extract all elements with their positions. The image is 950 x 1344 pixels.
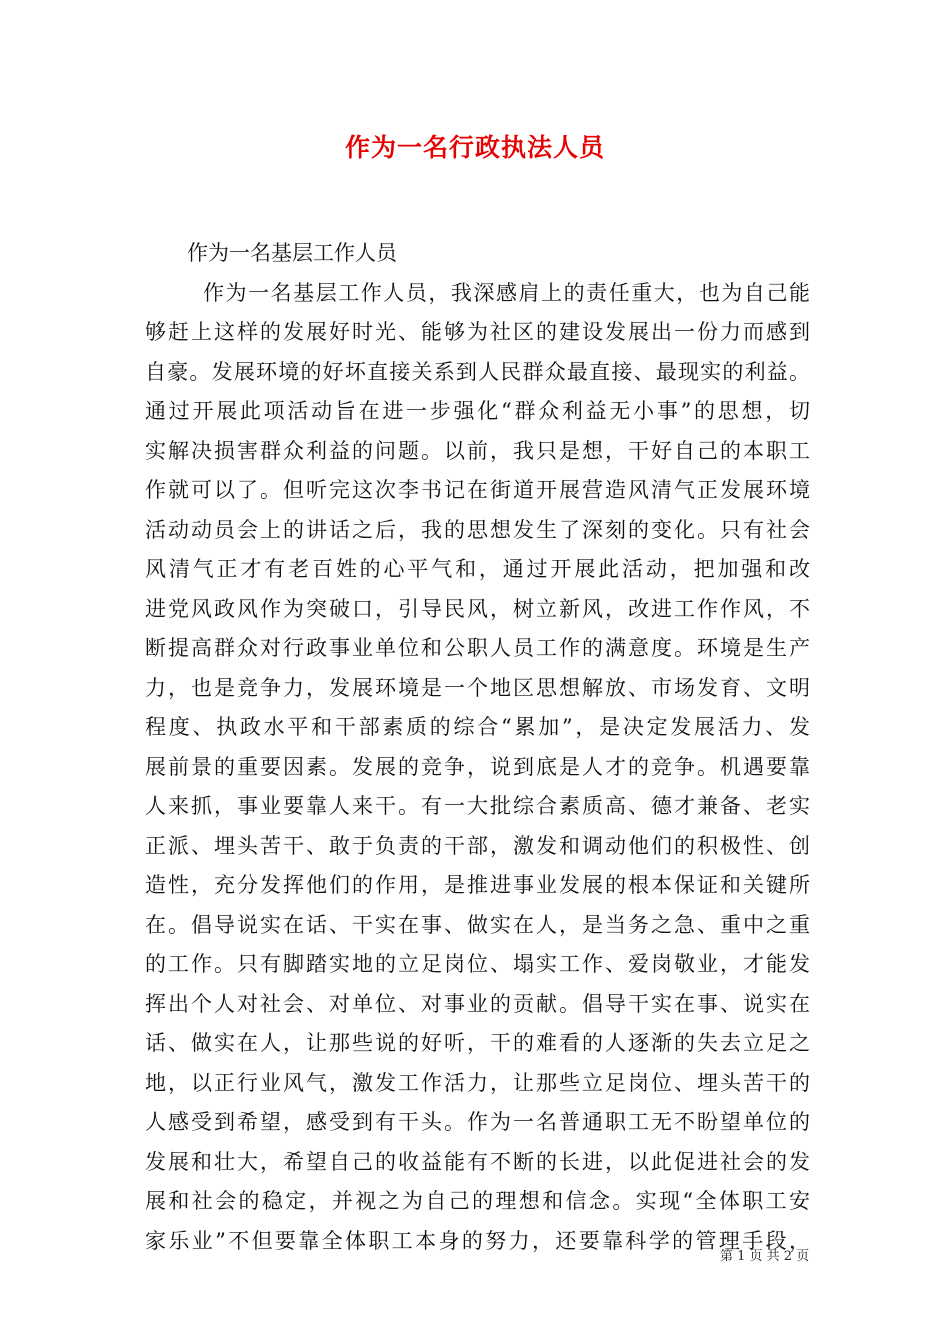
body-line: 断提高群众对行政事业单位和公职人员工作的满意度。环境是生产 [145,636,810,660]
body-line: 发展和壮大，希望自己的收益能有不断的长进，以此促进社会的发 [145,1149,810,1174]
body-line: 程度、执政水平和干部素质的综合“累加”，是决定发展活力、发 [145,715,810,739]
body-line: 活动动员会上的讲话之后，我的思想发生了深刻的变化。只有社会 [145,517,810,542]
body-line: 造性，充分发挥他们的作用，是推进事业发展的根本保证和关键所 [145,873,810,897]
body-line: 话、做实在人，让那些说的好听，干的难看的人逐渐的失去立足之 [145,1031,810,1055]
body-line: 作为一名基层工作人员，我深感肩上的责任重大，也为自己能 [203,280,810,305]
body-line: 人来抓，事业要靠人来干。有一大批综合素质高、德才兼备、老实 [145,794,810,818]
section-heading: 作为一名基层工作人员 [187,241,397,265]
body-line: 够赶上这样的发展好时光、能够为社区的建设发展出一份力而感到 [145,320,810,344]
document-title: 作为一名行政执法人员 [344,133,605,162]
body-line: 人感受到希望，感受到有干头。作为一名普通职工无不盼望单位的 [145,1110,810,1134]
body-line: 进党风政风作为突破口，引导民风，树立新风，改进工作作风，不 [145,596,810,621]
body-line: 实解决损害群众利益的问题。以前，我只是想，干好自己的本职工 [145,438,810,463]
document-body [145,234,810,1261]
body-line: 力，也是竞争力，发展环境是一个地区思想解放、市场发育、文明 [145,675,810,700]
body-line: 的工作。只有脚踏实地的立足岗位、塌实工作、爱岗敬业，才能发 [145,952,810,976]
body-line: 自豪。发展环境的好坏直接关系到人民群众最直接、最现实的利益。 [145,359,810,384]
body-line: 家乐业”不但要靠全体职工本身的努力，还要靠科学的管理手段， [145,1228,810,1253]
page-number-footer: 第 1 页 共 2 页 [720,1249,810,1264]
body-line: 风清气正才有老百姓的心平气和，通过开展此活动，把加强和改 [145,557,810,581]
body-line: 作就可以了。但听完这次李书记在街道开展营造风清气正发展环境 [145,478,810,502]
body-line: 通过开展此项活动旨在进一步强化“群众利益无小事”的思想，切 [145,399,810,423]
body-line: 展和社会的稳定，并视之为自己的理想和信念。实现“全体职工安 [145,1189,810,1213]
body-line: 地，以正行业风气，激发工作活力，让那些立足岗位、埋头苦干的 [145,1070,810,1095]
body-line: 挥出个人对社会、对单位、对事业的贡献。倡导干实在事、说实在 [145,991,810,1016]
body-line: 正派、埋头苦干、敢于负责的干部，激发和调动他们的积极性、创 [145,833,810,858]
body-line: 展前景的重要因素。发展的竞争，说到底是人才的竞争。机遇要靠 [145,754,810,779]
body-line: 在。倡导说实在话、干实在事、做实在人，是当务之急、重中之重 [145,912,810,937]
